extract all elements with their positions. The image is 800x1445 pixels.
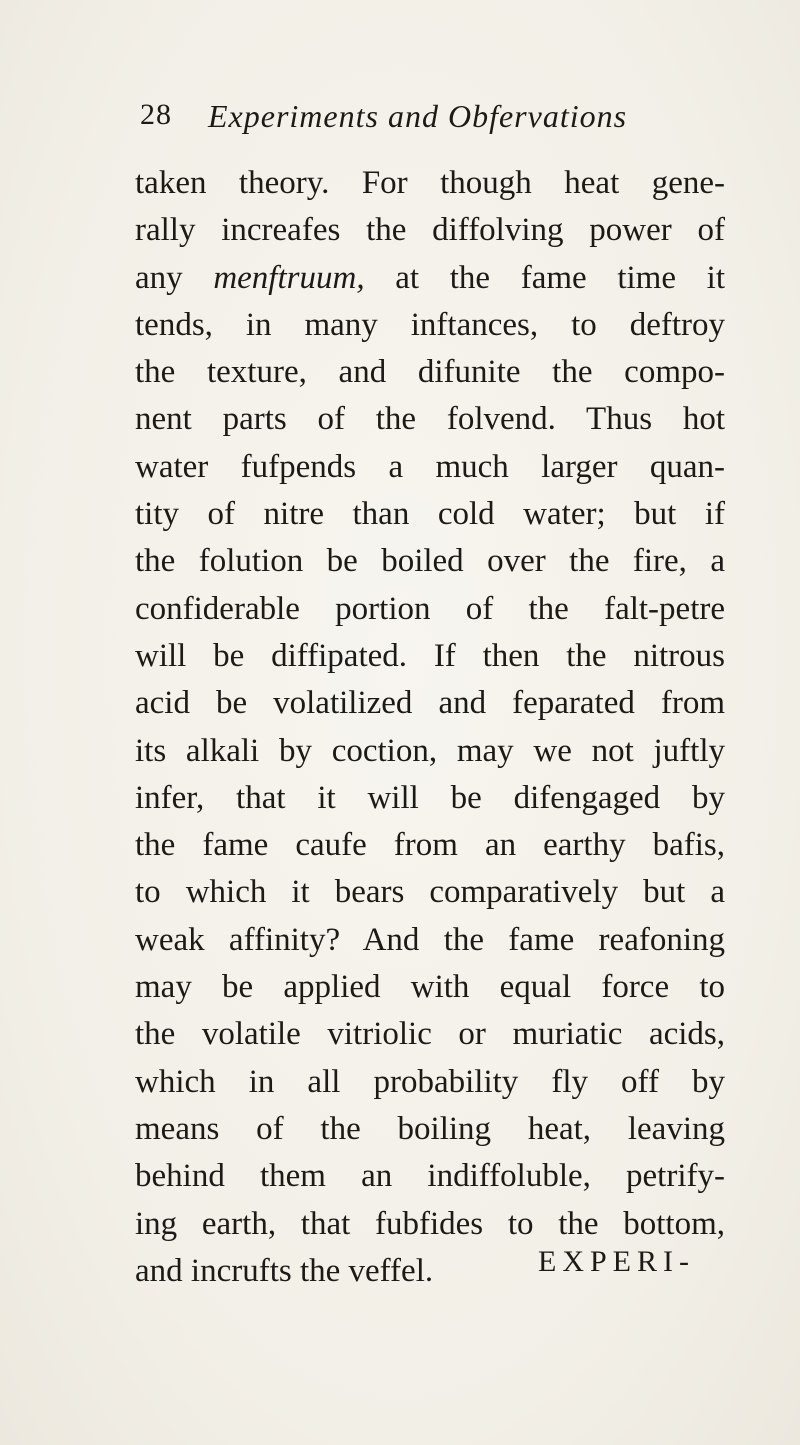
text-line-9: the folution be boiled over the fire, a bbox=[135, 543, 725, 580]
text-line-15: the fame caufe from an earthy bafis, bbox=[135, 827, 725, 864]
text-line-10: confiderable portion of the falt-petre bbox=[135, 590, 725, 627]
italic-word: menftruum, bbox=[213, 259, 365, 296]
text-line-21: means of the boiling heat, leaving bbox=[135, 1110, 725, 1147]
catchword: EXPERI- bbox=[538, 1245, 695, 1278]
text-line-3-start: any bbox=[135, 259, 214, 296]
text-line-14: infer, that it will be difengaged by bbox=[135, 779, 725, 816]
text-line-8: tity of nitre than cold water; but if bbox=[135, 496, 725, 533]
text-line-24: and incrufts the veffel. bbox=[135, 1252, 434, 1289]
text-line-7: water fufpends a much larger quan- bbox=[135, 448, 725, 485]
text-line-12: acid be volatilized and feparated from bbox=[135, 685, 725, 722]
page-header bbox=[140, 98, 740, 138]
text-line-18: may be applied with equal force to bbox=[135, 969, 725, 1006]
text-line-11: will be diffipated. If then the nitrous bbox=[135, 637, 725, 674]
text-line-17: weak affinity? And the fame reafoning bbox=[135, 921, 725, 958]
text-line-3 bbox=[135, 255, 725, 302]
running-head: Experiments and Obfervations bbox=[208, 98, 628, 134]
text-line-16: to which it bears comparatively but a bbox=[135, 874, 725, 911]
text-line-4: tends, in many inftances, to deftroy bbox=[135, 306, 725, 343]
body-text bbox=[135, 160, 725, 1295]
text-line-3-end: at the fame time it bbox=[364, 259, 725, 296]
text-line-20: which in all probability fly off by bbox=[135, 1063, 725, 1100]
text-line-13: its alkali by coction, may we not juftly bbox=[135, 732, 725, 769]
text-line-23: ing earth, that fubfides to the bottom, bbox=[135, 1205, 725, 1242]
page-number: 28 bbox=[140, 98, 172, 131]
text-line-22: behind them an indiffoluble, petrify- bbox=[135, 1158, 725, 1195]
text-line-6: nent parts of the folvend. Thus hot bbox=[135, 401, 725, 438]
text-line-1: taken theory. For though heat gene- bbox=[135, 165, 725, 201]
text-line-5: the texture, and difunite the compo- bbox=[135, 354, 725, 391]
text-line-2: rally increafes the diffolving power of bbox=[135, 212, 725, 249]
text-line-19: the volatile vitriolic or muriatic acids, bbox=[135, 1016, 725, 1053]
